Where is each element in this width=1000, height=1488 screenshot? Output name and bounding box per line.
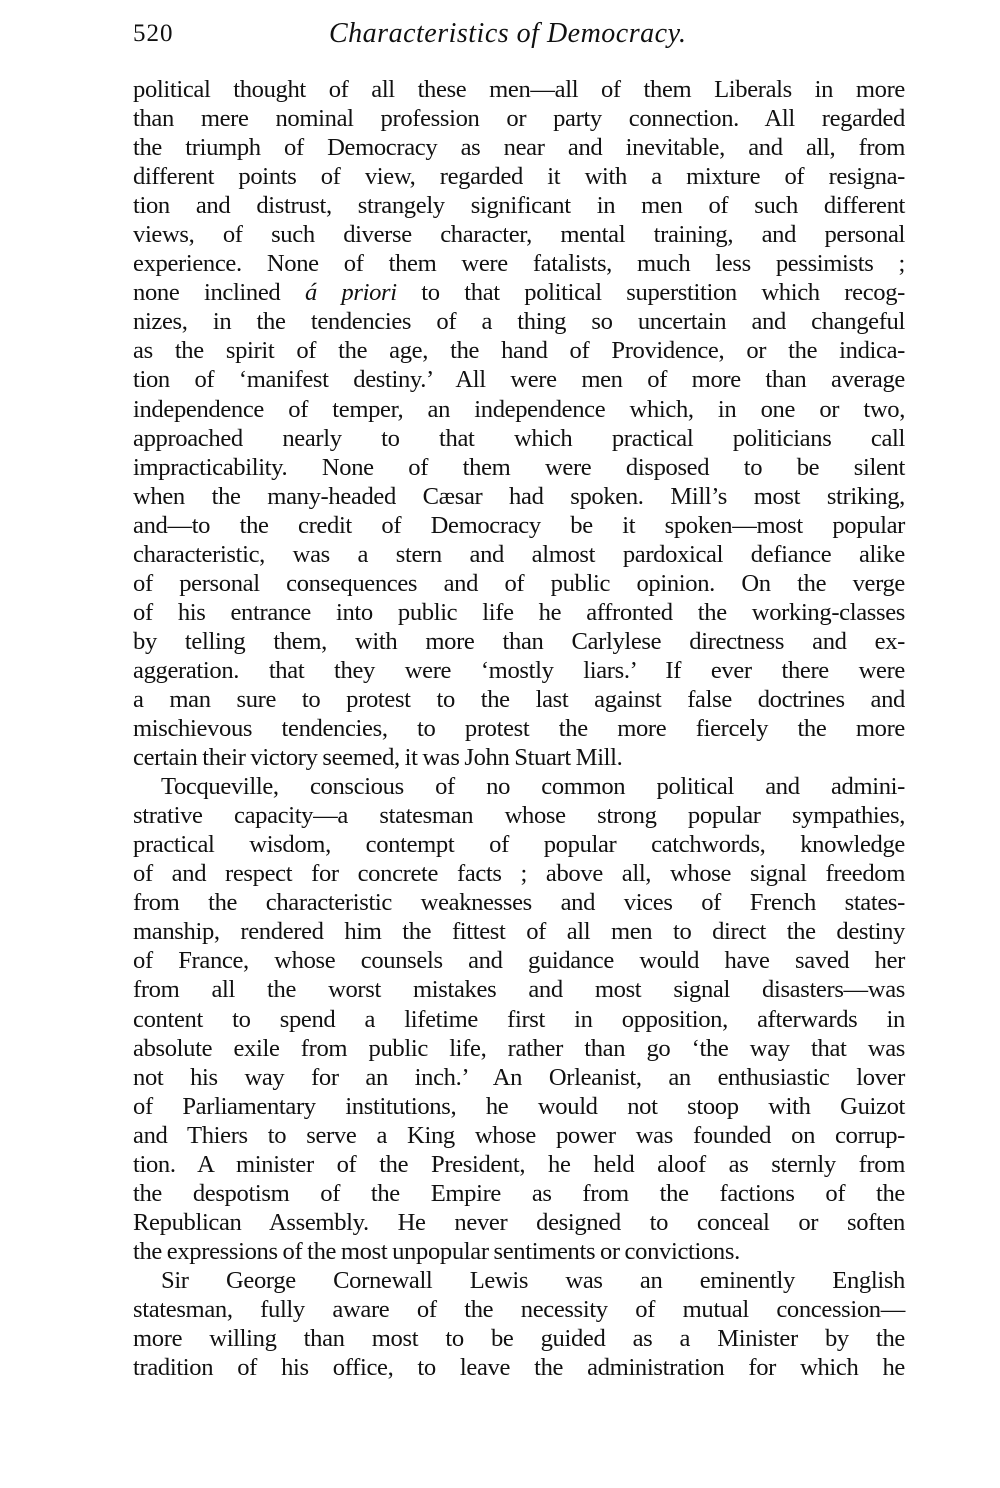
text-line: practical wisdom, contempt of popular catchwords, knowledge: [133, 831, 905, 859]
text-line: a man sure to protest to the last against false doctrines and: [133, 685, 905, 713]
text-line: the despotism of the Empire as from the factions of the: [133, 1179, 905, 1207]
paragraph: [133, 1266, 905, 1382]
text-line: by telling them, with more than Carlylese directness and ex-: [133, 627, 905, 655]
text-line: from all the worst mistakes and most signal disasters—was: [133, 976, 905, 1004]
page-header: [133, 16, 905, 56]
text-line: statesman, fully aware of the necessity of mutual concession—: [133, 1295, 905, 1323]
text-line: more willing than most to be guided as a Minister by the: [133, 1325, 905, 1353]
text-line: tion. A minister of the President, he held aloof as sternly from: [133, 1150, 905, 1178]
text-line: different points of view, regarded it with a mixture of resigna-: [133, 163, 905, 191]
paragraph: [133, 75, 905, 772]
text-line: than mere nominal profession or party connection. All regarded: [133, 105, 905, 133]
text-line: of Parliamentary institutions, he would not stoop with Guizot: [133, 1092, 905, 1120]
text-line: tion and distrust, strangely significant in men of such different: [133, 192, 905, 220]
text-line: Republican Assembly. He never designed to conceal or soften: [133, 1208, 905, 1236]
text-line: approached nearly to that which practical politicians call: [133, 424, 905, 452]
text-line: the expressions of the most unpopular sentiments or convictions.: [133, 1237, 740, 1265]
text-line: experience. None of them were fatalists, much less pessimists ;: [133, 250, 905, 278]
text-line: of his entrance into public life he affronted the working-classes: [133, 598, 905, 626]
text-line: content to spend a lifetime first in opposition, afterwards in: [133, 1005, 905, 1033]
text-line: impracticability. None of them were disposed to be silent: [133, 453, 905, 481]
text-line: and—to the credit of Democracy be it spoken—most popular: [133, 511, 905, 539]
text-line: and Thiers to serve a King whose power was founded on corrup-: [133, 1121, 905, 1149]
text-line: of and respect for concrete facts ; above all, whose signal freedom: [133, 860, 905, 888]
text-segment: to that political superstition which recog-: [396, 279, 905, 307]
text-line: views, of such diverse character, mental training, and personal: [133, 221, 905, 249]
text-line: not his way for an inch.’ An Orleanist, an enthusiastic lover: [133, 1063, 905, 1091]
page-number: 520: [133, 20, 174, 47]
text-line: aggeration. that they were ‘mostly liars.’ If ever there were: [133, 656, 905, 684]
text-line: characteristic, was a stern and almost pardoxical defiance alike: [133, 540, 905, 568]
text-segment: none inclined: [133, 279, 305, 307]
text-line: Sir George Cornewall Lewis was an eminently English: [161, 1266, 905, 1294]
text-line: Tocqueville, conscious of no common political and admini-: [161, 773, 905, 801]
text-line: independence of temper, an independence which, in one or two,: [133, 395, 905, 423]
text-line: [133, 278, 905, 307]
text-line: tion of ‘manifest destiny.’ All were men of more than average: [133, 366, 905, 394]
text-line: absolute exile from public life, rather than go ‘the way that was: [133, 1034, 905, 1062]
paragraph: [133, 772, 905, 1266]
text-line: mischievous tendencies, to protest the more fiercely the more: [133, 715, 905, 743]
text-line: tradition of his office, to leave the administration for which he: [133, 1354, 905, 1382]
body-text: [133, 75, 905, 1382]
text-line: the triumph of Democracy as near and inevitable, and all, from: [133, 134, 905, 162]
text-line: political thought of all these men—all of them Liberals in more: [133, 76, 905, 103]
text-line: nizes, in the tendencies of a thing so uncertain and changeful: [133, 308, 905, 336]
text-line: as the spirit of the age, the hand of Providence, or the indica-: [133, 337, 905, 365]
text-line: when the many-headed Cæsar had spoken. Mill’s most striking,: [133, 482, 905, 510]
text-line: from the characteristic weaknesses and vices of French states-: [133, 889, 905, 917]
text-line: certain their victory seemed, it was John Stuart Mill.: [133, 744, 623, 772]
text-line: strative capacity—a statesman whose strong popular sympathies,: [133, 802, 905, 830]
text-line: of personal consequences and of public opinion. On the verge: [133, 569, 905, 597]
running-title: Characteristics of Democracy.: [329, 18, 687, 49]
text-line: of France, whose counsels and guidance would have saved her: [133, 947, 905, 975]
italic-phrase: á priori: [304, 279, 397, 307]
text-line: manship, rendered him the fittest of all men to direct the destiny: [133, 918, 905, 946]
